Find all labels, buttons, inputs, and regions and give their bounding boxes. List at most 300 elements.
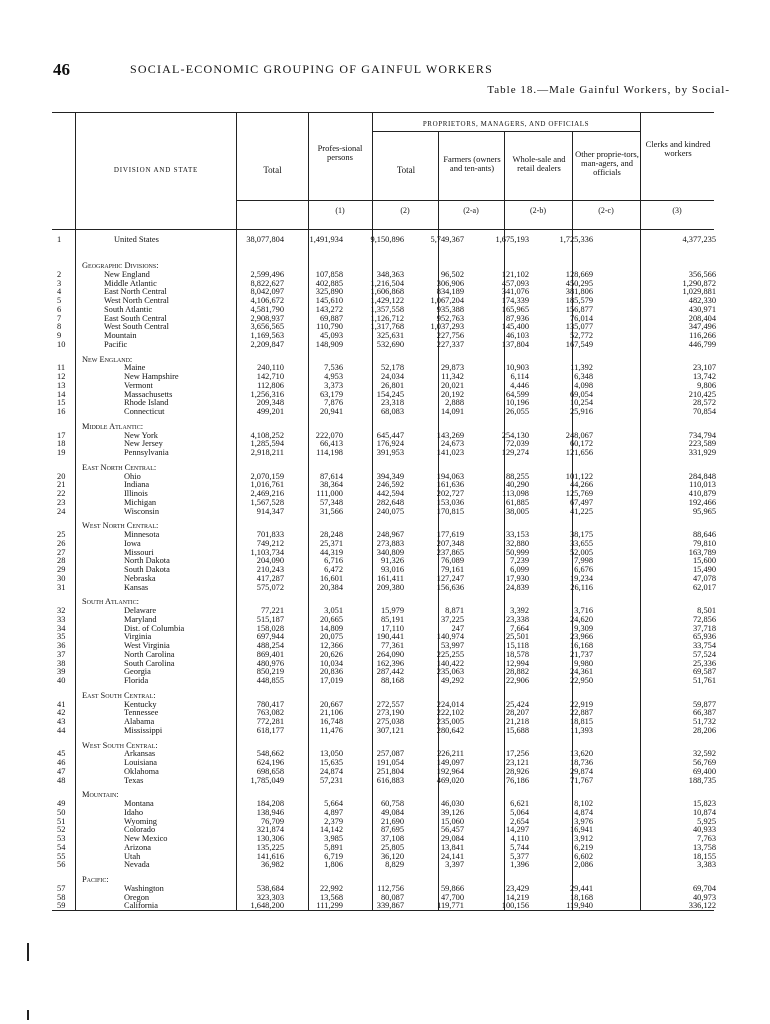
row-number: 48 <box>57 775 66 785</box>
table-cell: 76,709 <box>260 816 284 826</box>
table-cell: 137,804 <box>501 339 529 349</box>
row-number: 13 <box>57 380 66 390</box>
row-label: West Virginia <box>124 642 170 650</box>
row-label: Arizona <box>124 843 151 852</box>
table-cell: 1,067,204 <box>430 296 464 305</box>
row-label: East North Central: <box>82 463 157 472</box>
table-cell: 2,379 <box>324 816 343 826</box>
table-cell: 480,976 <box>256 658 284 668</box>
table-cell: 532,690 <box>376 339 404 349</box>
table-cell: 129,274 <box>501 448 529 457</box>
table-cell: 26,055 <box>505 407 529 416</box>
table-cell: 780,417 <box>256 699 284 709</box>
table-cell: 40,933 <box>692 825 716 835</box>
table-cell: 430,971 <box>688 304 716 314</box>
table-cell: 57,348 <box>319 497 343 507</box>
table-cell: 287,442 <box>376 667 404 677</box>
table-cell: 161,411 <box>377 573 404 583</box>
table-cell: 772,281 <box>256 717 284 726</box>
table-cell: 8,829 <box>385 860 404 870</box>
table-cell: 87,695 <box>380 825 404 835</box>
table-cell: 138,946 <box>256 807 284 817</box>
table-cell: 22,950 <box>569 676 593 685</box>
row-label: United States <box>114 236 159 244</box>
table-row <box>52 777 714 786</box>
table-cell: 20,384 <box>319 582 343 592</box>
row-number: 43 <box>57 717 66 726</box>
row-number: 35 <box>57 632 66 642</box>
table-cell: 6,602 <box>574 851 593 861</box>
table-cell: 227,756 <box>436 331 464 340</box>
table-cell: 71,767 <box>569 775 593 785</box>
row-number: 22 <box>57 489 66 498</box>
table-cell: 72,856 <box>692 614 716 624</box>
table-cell: 24,141 <box>440 851 464 861</box>
table-cell: 273,190 <box>376 708 404 718</box>
margin-mark <box>27 943 29 961</box>
table-cell: 130,306 <box>256 834 284 843</box>
row-label: West North Central <box>104 297 169 305</box>
table-cell: 280,642 <box>436 725 464 735</box>
row-number: 33 <box>57 614 66 624</box>
table-cell: 188,735 <box>688 775 716 785</box>
header-clerks: Clerks and kindred workers <box>645 139 711 158</box>
table-cell: 93,016 <box>380 565 404 574</box>
table-cell: 5,744 <box>510 842 529 852</box>
header-professional: Profes-sional persons <box>317 143 363 162</box>
header-prop-total: Total <box>396 165 416 175</box>
table-cell: 869,401 <box>256 649 284 659</box>
table-cell: 111,000 <box>316 489 343 498</box>
table-cell: 39,126 <box>440 807 464 817</box>
table-cell: 22,887 <box>569 708 593 718</box>
table-cell: 417,287 <box>256 573 284 583</box>
table-cell: 1,785,049 <box>250 775 284 785</box>
row-number: 47 <box>57 766 66 776</box>
table-cell: 11,476 <box>320 725 343 735</box>
table-cell: 23,121 <box>505 758 529 767</box>
row-label: Middle Atlantic <box>104 279 157 288</box>
table-cell: 204,090 <box>256 556 284 566</box>
table-cell: 442,594 <box>376 489 404 498</box>
table-cell: 9,150,896 <box>370 235 404 244</box>
table-cell: 850,219 <box>256 667 284 677</box>
table-cell: 46,030 <box>440 799 464 808</box>
table-cell: 64,599 <box>505 389 529 399</box>
table-cell: 14,142 <box>319 825 343 835</box>
table-cell: 248,067 <box>565 430 593 440</box>
table-cell: 323,303 <box>256 892 284 902</box>
table-cell: 41,225 <box>569 506 593 516</box>
table-cell: 49,292 <box>440 676 464 685</box>
table-cell: 149,097 <box>436 758 464 767</box>
table-cell: 23,966 <box>569 632 593 642</box>
table-cell: 282,648 <box>376 497 404 507</box>
row-number: 14 <box>57 389 66 399</box>
table-top-rule <box>52 112 714 113</box>
table-title: Table 18.—Male Gainful Workers, by Social- <box>487 84 730 96</box>
table-cell: 1,606,868 <box>370 287 404 297</box>
table-cell: 63,179 <box>319 389 343 399</box>
table-cell: 56,457 <box>440 825 464 835</box>
table-cell: 25,805 <box>380 842 404 852</box>
table-cell: 5,377 <box>510 851 529 861</box>
table-cell: 13,758 <box>692 842 716 852</box>
row-number: 32 <box>57 606 66 615</box>
table-cell: 85,191 <box>380 614 404 624</box>
table-cell: 38,005 <box>505 506 529 516</box>
row-label: Oklahoma <box>124 767 159 776</box>
table-cell: 77,361 <box>380 641 404 650</box>
table-cell: 3,656,565 <box>250 322 284 332</box>
row-label: Montana <box>124 800 154 808</box>
table-cell: 37,225 <box>440 614 464 624</box>
table-cell: 4,110 <box>510 834 529 843</box>
table-cell: 14,219 <box>505 892 529 902</box>
table-cell: 53,997 <box>440 641 464 650</box>
table-cell: 240,075 <box>376 506 404 516</box>
table-cell: 88,255 <box>505 471 529 481</box>
table-cell: 3,051 <box>324 606 343 615</box>
table-cell: 4,581,790 <box>250 304 284 314</box>
table-row <box>52 341 714 350</box>
table-cell: 15,060 <box>440 816 464 826</box>
table-cell: 8,501 <box>697 606 716 615</box>
table-cell: 15,118 <box>506 641 529 650</box>
row-number: 5 <box>57 296 62 305</box>
table-cell: 348,363 <box>376 269 404 279</box>
row-label: Florida <box>124 677 149 685</box>
table-cell: 135,077 <box>565 322 593 332</box>
table-cell: 24,361 <box>569 667 593 677</box>
table-cell: 60,758 <box>380 799 404 808</box>
table-cell: 66,413 <box>319 439 343 449</box>
table-cell: 1,103,734 <box>250 547 284 557</box>
table-cell: 2,086 <box>574 860 593 870</box>
table-cell: 145,610 <box>315 296 343 305</box>
table-cell: 834,189 <box>436 287 464 297</box>
table-cell: 264,090 <box>376 649 404 659</box>
row-number: 50 <box>57 807 66 817</box>
row-number: 45 <box>57 749 66 759</box>
row-label: Minnesota <box>124 531 160 539</box>
row-label: North Carolina <box>124 650 175 659</box>
row-number: 51 <box>57 816 66 826</box>
row-label: Wisconsin <box>124 507 160 516</box>
row-label: Nebraska <box>124 574 156 583</box>
table-cell: 20,665 <box>319 614 343 624</box>
row-number: 8 <box>57 322 62 332</box>
table-cell: 23,318 <box>380 398 404 408</box>
table-cell: 4,897 <box>324 807 343 817</box>
table-cell: 18,155 <box>692 851 716 861</box>
row-label: East South Central: <box>82 691 156 700</box>
table-cell: 394,349 <box>376 471 404 481</box>
table-cell: 8,822,627 <box>250 278 284 288</box>
row-number: 16 <box>57 407 66 416</box>
table-cell: 79,810 <box>692 538 716 548</box>
table-cell: 3,976 <box>574 816 593 826</box>
table-cell: 15,635 <box>319 758 343 767</box>
table-cell: 469,020 <box>436 775 464 785</box>
table-cell: 52,005 <box>569 547 593 557</box>
table-cell: 448,855 <box>256 676 284 685</box>
table-cell: 701,833 <box>256 530 284 539</box>
table-cell: 339,867 <box>376 901 404 911</box>
table-cell: 2,654 <box>510 816 529 826</box>
table-cell: 19,234 <box>569 573 593 583</box>
table-cell: 24,673 <box>440 439 464 449</box>
table-cell: 402,885 <box>315 278 343 288</box>
table-cell: 32,592 <box>692 749 716 759</box>
table-cell: 749,212 <box>256 538 284 548</box>
row-number: 11 <box>57 363 66 373</box>
table-cell: 121,656 <box>565 448 593 457</box>
table-cell: 698,658 <box>256 766 284 776</box>
row-number: 19 <box>57 448 66 457</box>
table-cell: 488,254 <box>256 641 284 650</box>
row-label: Massachusetts <box>124 390 173 399</box>
row-label: Colorado <box>124 826 156 835</box>
table-cell: 248,967 <box>376 530 404 539</box>
table-cell: 12,366 <box>319 641 343 650</box>
table-cell: 140,974 <box>436 632 464 642</box>
row-number: 2 <box>57 269 62 279</box>
table-cell: 87,614 <box>319 471 343 481</box>
table-cell: 13,620 <box>569 749 593 759</box>
table-cell: 5,664 <box>324 799 343 808</box>
row-label: West North Central: <box>82 522 159 531</box>
table-cell: 2,209,847 <box>250 339 284 349</box>
table-cell: 66,387 <box>692 708 716 718</box>
table-cell: 1,429,122 <box>370 296 404 305</box>
table-cell: 17,256 <box>505 749 529 759</box>
row-label: Pennsylvania <box>124 449 169 457</box>
table-cell: 145,400 <box>501 322 529 332</box>
table-cell: 226,211 <box>437 749 464 759</box>
table-cell: 110,790 <box>316 322 343 332</box>
table-cell: 158,028 <box>256 623 284 633</box>
table-cell: 28,572 <box>692 398 716 408</box>
table-cell: 1,256,316 <box>250 389 284 399</box>
row-label: Mississippi <box>124 726 163 735</box>
row-label: Alabama <box>124 718 155 726</box>
table-cell: 10,874 <box>692 807 716 817</box>
table-cell: 56,769 <box>692 758 716 767</box>
row-label: Rhode Island <box>124 399 169 408</box>
table-cell: 13,742 <box>692 372 716 381</box>
table-cell: 8,042,097 <box>250 287 284 297</box>
table-cell: 107,858 <box>315 269 343 279</box>
table-cell: 227,337 <box>436 339 464 349</box>
table-cell: 381,806 <box>565 287 593 297</box>
row-label: New Hampshire <box>124 373 179 381</box>
table-cell: 331,929 <box>688 448 716 457</box>
row-label: Virginia <box>124 633 152 642</box>
margin-mark <box>27 1010 29 1020</box>
table-cell: 2,599,496 <box>250 269 284 279</box>
table-cell: 24,839 <box>505 582 529 592</box>
row-label: Idaho <box>124 808 144 817</box>
table-cell: 222,070 <box>315 430 343 440</box>
table-cell: 52,772 <box>569 331 593 340</box>
header-wholesale: Whole-sale and retail dealers <box>512 154 566 173</box>
table-cell: 21,106 <box>319 708 343 718</box>
table-cell: 22,919 <box>569 699 593 709</box>
row-label: Arkansas <box>124 750 156 759</box>
table-cell: 57,524 <box>692 649 716 659</box>
header-bottom-rule <box>52 229 714 230</box>
table-cell: 410,879 <box>688 489 716 498</box>
row-label: Texas <box>124 776 144 785</box>
table-cell: 763,082 <box>256 708 284 718</box>
table-cell: 952,763 <box>436 313 464 323</box>
table-cell: 4,377,235 <box>682 235 716 244</box>
table-cell: 69,587 <box>692 667 716 677</box>
page-number: 46 <box>53 60 70 79</box>
table-cell: 36,120 <box>380 851 404 861</box>
table-cell: 482,330 <box>688 296 716 305</box>
table-cell: 20,941 <box>319 407 343 416</box>
table-cell: 47,700 <box>440 892 464 902</box>
row-number: 58 <box>57 892 66 902</box>
table-cell: 77,221 <box>260 606 284 615</box>
row-label: Oregon <box>124 893 150 902</box>
table-cell: 116,266 <box>689 331 716 340</box>
table-cell: 1,396 <box>510 860 529 870</box>
table-cell: 112,806 <box>257 380 284 390</box>
table-cell: 72,039 <box>505 439 529 449</box>
table-cell: 3,985 <box>324 834 343 843</box>
table-cell: 11,392 <box>570 363 593 373</box>
row-number: 37 <box>57 649 66 659</box>
table-cell: 446,799 <box>688 339 716 349</box>
table-cell: 12,994 <box>505 658 529 668</box>
table-cell: 91,326 <box>380 556 404 566</box>
table-cell: 2,918,211 <box>250 448 284 457</box>
table-cell: 16,941 <box>569 825 593 835</box>
table-cell: 7,664 <box>510 623 529 633</box>
table-cell: 6,472 <box>324 565 343 574</box>
row-number: 30 <box>57 573 66 583</box>
row-label: Maine <box>124 364 146 373</box>
table-cell: 275,038 <box>376 717 404 726</box>
table-cell: 67,497 <box>569 497 593 507</box>
table-cell: 18,815 <box>569 717 593 726</box>
row-label: Maryland <box>124 615 157 624</box>
table-cell: 59,866 <box>440 883 464 893</box>
table-cell: 76,089 <box>440 556 464 566</box>
row-number: 28 <box>57 556 66 566</box>
table-cell: 119,940 <box>566 901 593 911</box>
table-cell: 4,098 <box>574 380 593 390</box>
table-cell: 1,029,881 <box>682 287 716 297</box>
table-cell: 14,297 <box>505 825 529 835</box>
table-cell: 13,568 <box>319 892 343 902</box>
table-cell: 45,093 <box>319 331 343 340</box>
table-cell: 76,186 <box>505 775 529 785</box>
table-cell: 24,620 <box>569 614 593 624</box>
table-cell: 28,926 <box>505 766 529 776</box>
table-cell: 15,823 <box>692 799 716 808</box>
table-cell: 61,885 <box>505 497 529 507</box>
row-number: 25 <box>57 530 66 539</box>
table-row <box>52 853 714 862</box>
table-cell: 140,422 <box>436 658 464 668</box>
table-cell: 25,371 <box>319 538 343 548</box>
table-cell: 1,567,528 <box>250 497 284 507</box>
table-cell: 1,491,934 <box>309 235 343 244</box>
table-cell: 618,177 <box>256 725 284 735</box>
row-number: 46 <box>57 758 66 767</box>
row-label: Michigan <box>124 498 157 507</box>
row-number: 3 <box>57 278 62 288</box>
table-cell: 15,600 <box>692 556 716 566</box>
table-cell: 1,648,200 <box>250 901 284 911</box>
row-number: 15 <box>57 398 66 408</box>
table-cell: 7,763 <box>697 834 716 843</box>
row-label: West South Central: <box>82 741 158 750</box>
row-label: Pacific: <box>82 876 109 884</box>
row-number: 6 <box>57 304 62 314</box>
table-cell: 13,050 <box>319 749 343 759</box>
table-cell: 156,636 <box>436 582 464 592</box>
table-cell: 5,749,367 <box>430 235 464 244</box>
table-cell: 40,973 <box>692 892 716 902</box>
table-cell: 734,794 <box>688 430 716 440</box>
table-cell: 88,646 <box>692 530 716 539</box>
table-cell: 69,704 <box>692 883 716 893</box>
table-cell: 25,501 <box>505 632 529 642</box>
table-cell: 935,388 <box>436 304 464 314</box>
table-cell: 50,999 <box>505 547 529 557</box>
header-proprietors-group: PROPRIETORS, MANAGERS, AND OFFICIALS <box>422 120 590 128</box>
table-cell: 15,490 <box>692 565 716 574</box>
table-cell: 9,980 <box>574 658 593 668</box>
table-cell: 3,912 <box>574 834 593 843</box>
table-cell: 10,903 <box>505 363 529 373</box>
table-cell: 57,231 <box>319 775 343 785</box>
table-cell: 69,400 <box>692 766 716 776</box>
table-cell: 16,748 <box>319 717 343 726</box>
table-cell: 6,716 <box>324 556 343 566</box>
row-label: Utah <box>124 852 141 861</box>
table-cell: 1,126,712 <box>370 313 404 323</box>
colnum: (2-c) <box>598 206 614 215</box>
table-cell: 191,054 <box>376 758 404 767</box>
table-cell: 202,727 <box>436 489 464 498</box>
row-label: Indiana <box>124 481 150 490</box>
table-cell: 143,272 <box>315 304 343 314</box>
table-cell: 6,676 <box>574 565 593 574</box>
row-number: 57 <box>57 883 66 893</box>
table-cell: 76,014 <box>569 313 593 323</box>
table-cell: 51,761 <box>692 676 716 685</box>
row-number: 4 <box>57 287 62 297</box>
table-cell: 325,890 <box>315 287 343 297</box>
table-cell: 307,121 <box>376 725 404 735</box>
table-cell: 184,208 <box>256 799 284 808</box>
table-row <box>52 677 714 686</box>
row-label: New Mexico <box>124 835 168 843</box>
table-cell: 2,070,159 <box>250 471 284 481</box>
table-cell: 96,502 <box>440 269 464 279</box>
row-label: Connecticut <box>124 408 165 416</box>
table-cell: 16,168 <box>569 641 593 650</box>
table-cell: 156,877 <box>565 304 593 314</box>
table-cell: 14,091 <box>440 407 464 416</box>
table-cell: 110,013 <box>689 480 716 490</box>
